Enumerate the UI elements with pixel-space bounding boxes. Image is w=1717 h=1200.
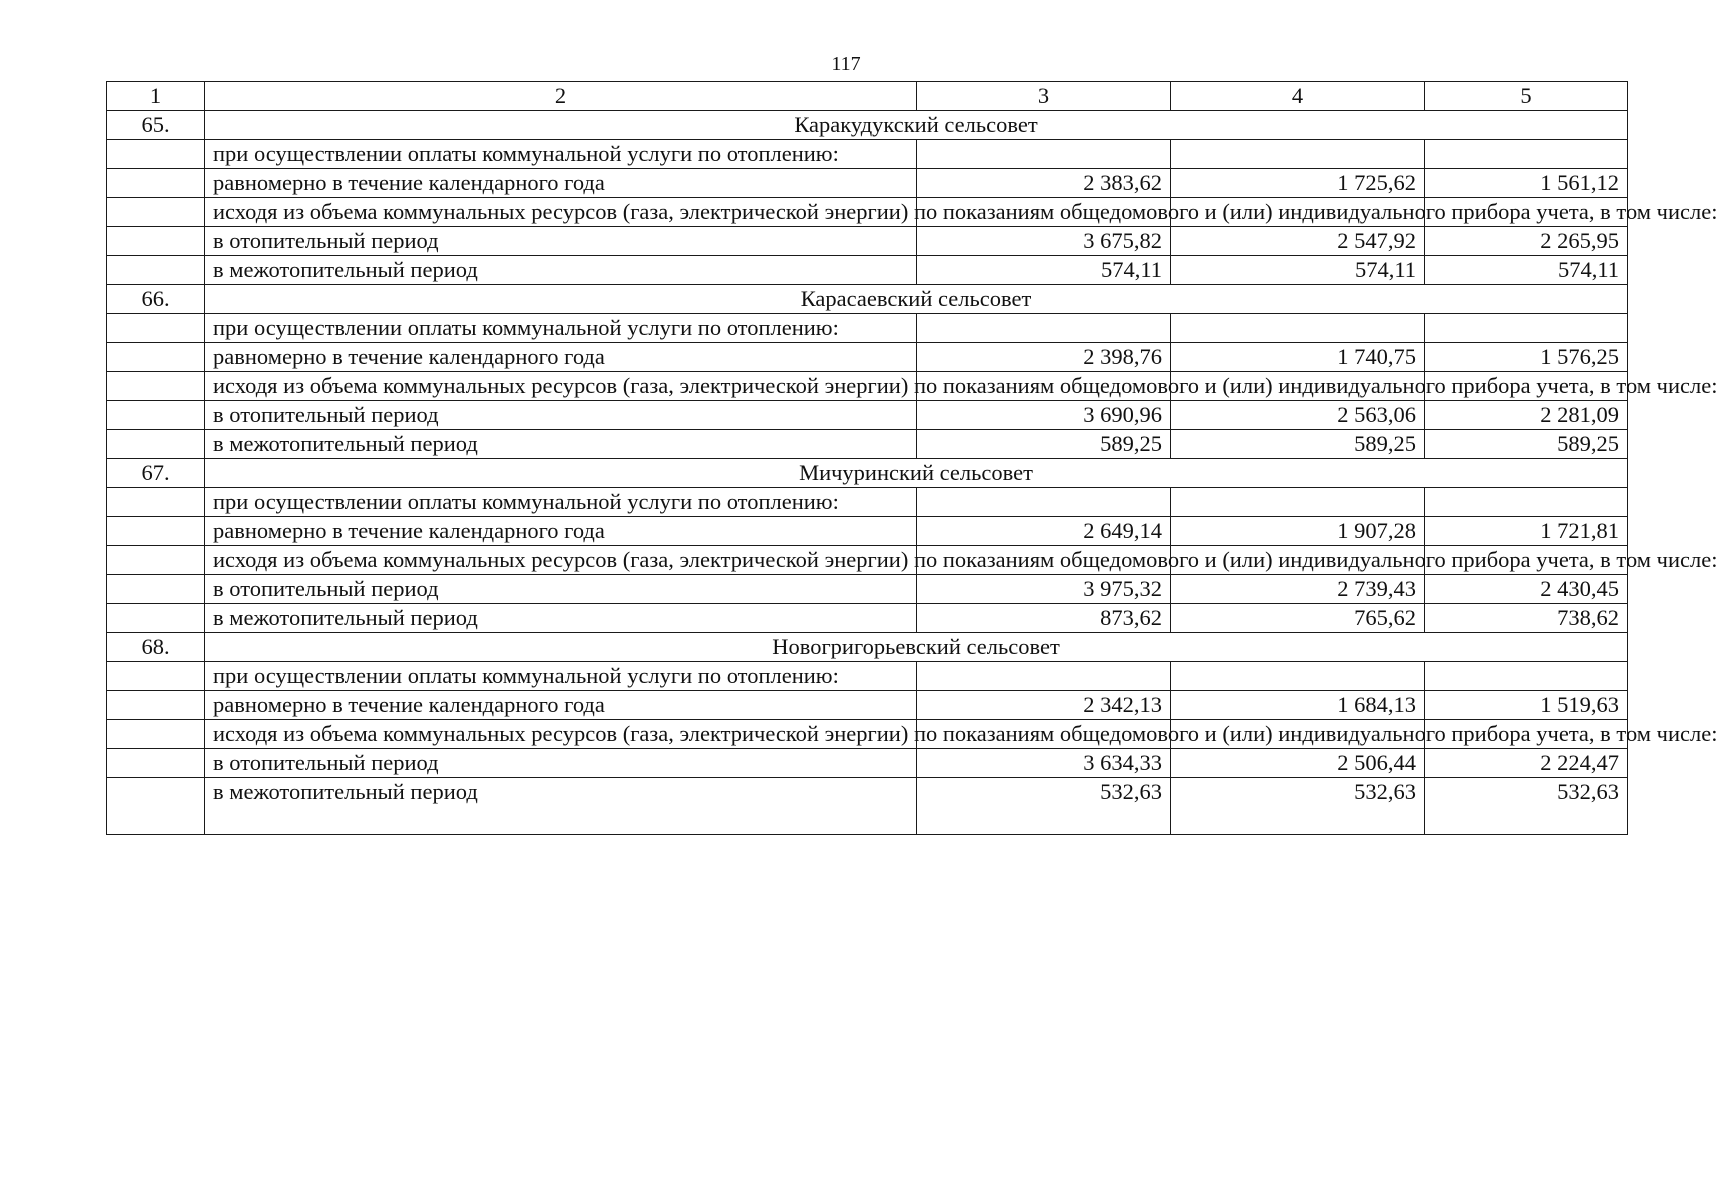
tariff-table	[106, 81, 1717, 835]
row-number-cell	[107, 720, 205, 749]
value-c3: 2 342,13	[917, 691, 1171, 720]
row-label: при осуществлении оплаты коммунальной услуги по отоплению:	[205, 140, 917, 169]
row-number-cell	[107, 604, 205, 633]
row-label: в отопительный период	[205, 749, 917, 778]
value-c4: 1 725,62	[1171, 169, 1425, 198]
row-number-cell	[107, 401, 205, 430]
value-c5: 2 281,09	[1425, 401, 1628, 430]
row-label: в отопительный период	[205, 401, 917, 430]
section-number: 65.	[107, 111, 205, 140]
value-c5: 1 561,12	[1425, 169, 1628, 198]
section-number: 66.	[107, 285, 205, 314]
section-title: Мичуринский сельсовет	[205, 459, 1628, 488]
value-c5: 2 224,47	[1425, 749, 1628, 778]
value-c5: 738,62	[1425, 604, 1628, 633]
table-row	[107, 256, 1628, 285]
value-c5: 574,11	[1425, 256, 1628, 285]
value-c3: 3 634,33	[917, 749, 1171, 778]
value-c5	[1425, 140, 1628, 169]
row-label: исходя из объема коммунальных ресурсов (газа, электрической энергии) по показаниям общедомового и (или) индивидуального прибора учета, в том числе:	[205, 372, 917, 401]
section-number: 67.	[107, 459, 205, 488]
table-row	[107, 778, 1628, 835]
value-c4: 589,25	[1171, 430, 1425, 459]
row-number-cell	[107, 343, 205, 372]
value-c5: 2 430,45	[1425, 575, 1628, 604]
value-c3	[917, 662, 1171, 691]
row-label: при осуществлении оплаты коммунальной услуги по отоплению:	[205, 488, 917, 517]
row-number-cell	[107, 198, 205, 227]
table-body	[107, 82, 1717, 835]
row-label: равномерно в течение календарного года	[205, 343, 917, 372]
value-c5: 2 265,95	[1425, 227, 1628, 256]
row-label: в межотопительный период	[205, 604, 917, 633]
value-c4: 2 563,06	[1171, 401, 1425, 430]
value-c3	[917, 140, 1171, 169]
table-row	[107, 575, 1628, 604]
value-c4: 2 506,44	[1171, 749, 1425, 778]
value-c4: 1 684,13	[1171, 691, 1425, 720]
section-header-row	[107, 459, 1628, 488]
table-row	[107, 430, 1628, 459]
section-header-row	[107, 111, 1628, 140]
table-row	[107, 169, 1628, 198]
table-row	[107, 546, 1628, 575]
row-number-cell	[107, 256, 205, 285]
value-c3: 3 975,32	[917, 575, 1171, 604]
value-c4: 532,63	[1171, 778, 1425, 835]
row-label: при осуществлении оплаты коммунальной услуги по отоплению:	[205, 314, 917, 343]
value-c5: 1 721,81	[1425, 517, 1628, 546]
value-c3: 2 649,14	[917, 517, 1171, 546]
value-c4: 2 739,43	[1171, 575, 1425, 604]
value-c4: 1 907,28	[1171, 517, 1425, 546]
column-header-2: 2	[205, 82, 917, 111]
section-header-row	[107, 285, 1628, 314]
value-c4	[1171, 140, 1425, 169]
value-c4: 574,11	[1171, 256, 1425, 285]
column-header-1: 1	[107, 82, 205, 111]
value-c3: 3 690,96	[917, 401, 1171, 430]
section-number: 68.	[107, 633, 205, 662]
table-row	[107, 140, 1628, 169]
row-number-cell	[107, 314, 205, 343]
row-label: исходя из объема коммунальных ресурсов (газа, электрической энергии) по показаниям общедомового и (или) индивидуального прибора учета, в том числе:	[205, 546, 917, 575]
table-row	[107, 227, 1628, 256]
value-c3: 873,62	[917, 604, 1171, 633]
value-c4: 1 740,75	[1171, 343, 1425, 372]
table-row	[107, 488, 1628, 517]
table-row	[107, 314, 1628, 343]
row-label: в межотопительный период	[205, 430, 917, 459]
value-c3	[917, 314, 1171, 343]
row-number-cell	[107, 575, 205, 604]
section-title: Каракудукский сельсовет	[205, 111, 1628, 140]
table-row	[107, 198, 1628, 227]
row-number-cell	[107, 517, 205, 546]
table-row	[107, 517, 1628, 546]
row-label: при осуществлении оплаты коммунальной услуги по отоплению:	[205, 662, 917, 691]
row-label: исходя из объема коммунальных ресурсов (газа, электрической энергии) по показаниям общедомового и (или) индивидуального прибора учета, в том числе:	[205, 720, 917, 749]
value-c5: 1 576,25	[1425, 343, 1628, 372]
row-label: исходя из объема коммунальных ресурсов (газа, электрической энергии) по показаниям общедомового и (или) индивидуального прибора учета, в том числе:	[205, 198, 917, 227]
value-c5	[1425, 488, 1628, 517]
table-row	[107, 662, 1628, 691]
row-number-cell	[107, 372, 205, 401]
row-number-cell	[107, 140, 205, 169]
table-row	[107, 691, 1628, 720]
row-number-cell	[107, 691, 205, 720]
value-c3: 2 383,62	[917, 169, 1171, 198]
section-title: Карасаевский сельсовет	[205, 285, 1628, 314]
row-number-cell	[107, 169, 205, 198]
row-label: в межотопительный период	[205, 256, 917, 285]
value-c4	[1171, 662, 1425, 691]
page-number: 117	[831, 53, 861, 75]
value-c3: 3 675,82	[917, 227, 1171, 256]
value-c3: 2 398,76	[917, 343, 1171, 372]
row-number-cell	[107, 227, 205, 256]
table-header-row	[107, 82, 1628, 111]
value-c3: 574,11	[917, 256, 1171, 285]
value-c5: 1 519,63	[1425, 691, 1628, 720]
value-c3: 532,63	[917, 778, 1171, 835]
column-header-3: 3	[917, 82, 1171, 111]
row-number-cell	[107, 546, 205, 575]
value-c5: 589,25	[1425, 430, 1628, 459]
section-header-row	[107, 633, 1628, 662]
value-c4: 765,62	[1171, 604, 1425, 633]
row-number-cell	[107, 662, 205, 691]
row-number-cell	[107, 430, 205, 459]
row-label: равномерно в течение календарного года	[205, 691, 917, 720]
section-title: Новогригорьевский сельсовет	[205, 633, 1628, 662]
row-label: в межотопительный период	[205, 778, 917, 835]
column-header-5: 5	[1425, 82, 1628, 111]
table-row	[107, 372, 1628, 401]
value-c3	[917, 488, 1171, 517]
value-c4: 2 547,92	[1171, 227, 1425, 256]
table-row	[107, 720, 1628, 749]
row-number-cell	[107, 488, 205, 517]
table-row	[107, 749, 1628, 778]
column-header-4: 4	[1171, 82, 1425, 111]
table-row	[107, 604, 1628, 633]
row-number-cell	[107, 778, 205, 835]
value-c3: 589,25	[917, 430, 1171, 459]
row-number-cell	[107, 749, 205, 778]
row-label: в отопительный период	[205, 575, 917, 604]
value-c4	[1171, 314, 1425, 343]
value-c4	[1171, 488, 1425, 517]
value-c5	[1425, 662, 1628, 691]
value-c5	[1425, 314, 1628, 343]
row-label: в отопительный период	[205, 227, 917, 256]
value-c5: 532,63	[1425, 778, 1628, 835]
row-label: равномерно в течение календарного года	[205, 517, 917, 546]
table-row	[107, 401, 1628, 430]
row-label: равномерно в течение календарного года	[205, 169, 917, 198]
table-row	[107, 343, 1628, 372]
